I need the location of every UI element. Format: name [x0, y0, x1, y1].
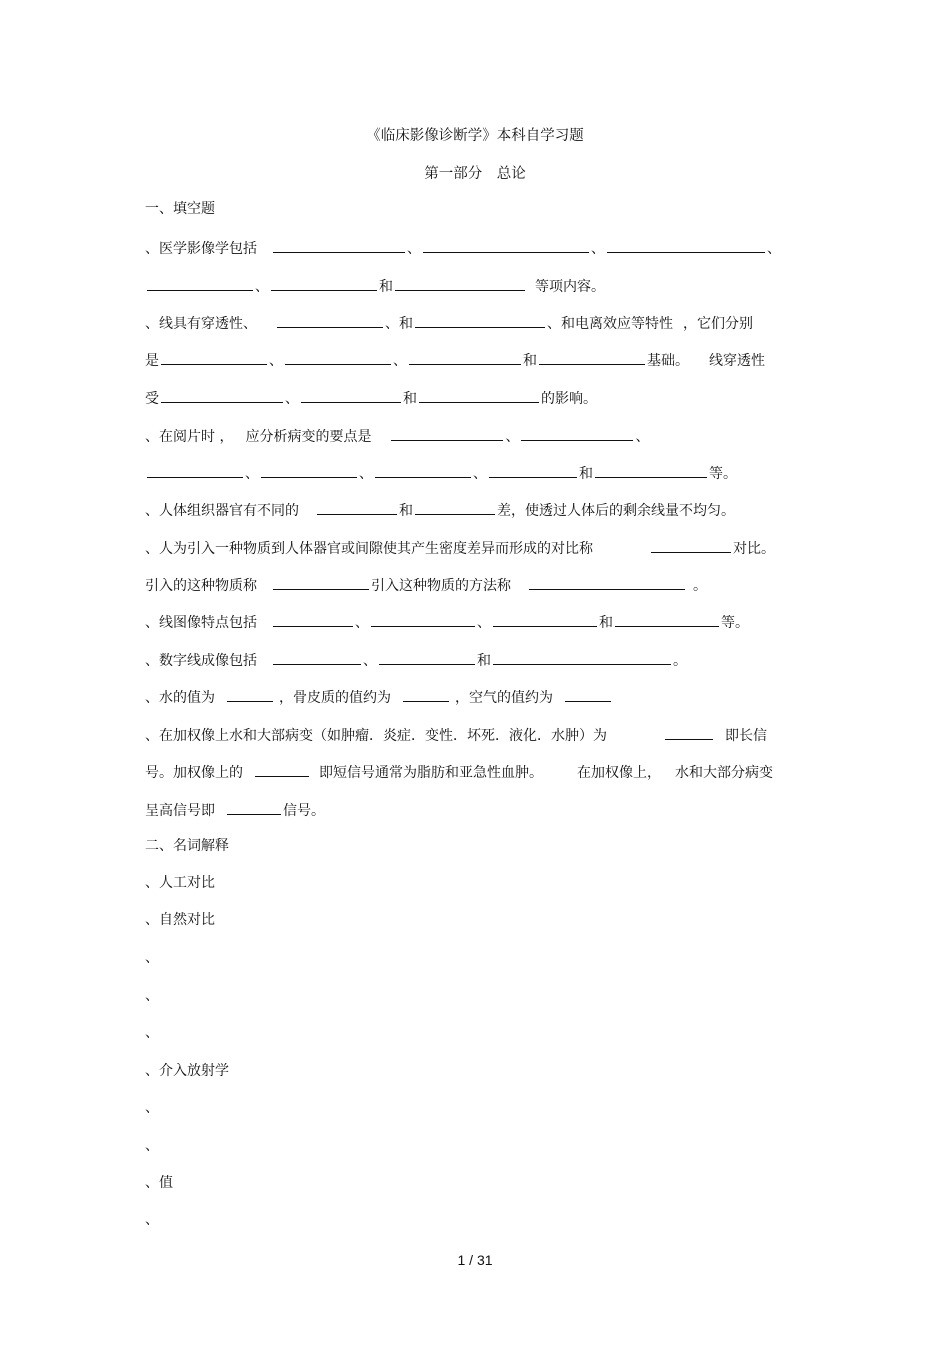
- question-9-line-2: 号。加权像上的 即短信号通常为脂肪和亚急性血肿。 在加权像上， 水和大部分病变: [145, 761, 773, 783]
- question-9-line-1: 、在加权像上水和大部病变（如肿瘤．炎症．变性．坏死．液化．水肿）为 即长信: [145, 724, 767, 746]
- term-item: 、: [145, 950, 159, 966]
- question-5-line-1: 、人为引入一种物质到人体器官或间隙使其产生密度差异而形成的对比称 对比。: [145, 537, 775, 559]
- answer-blank[interactable]: [379, 649, 475, 665]
- answer-blank[interactable]: [493, 649, 671, 665]
- term-item: 、人工对比: [145, 875, 215, 891]
- answer-blank[interactable]: [409, 349, 521, 365]
- answer-blank[interactable]: [375, 462, 471, 478]
- answer-blank[interactable]: [317, 499, 397, 515]
- answer-blank[interactable]: [529, 574, 685, 590]
- answer-blank[interactable]: [227, 799, 281, 815]
- term-item: 、: [145, 1138, 159, 1154]
- answer-blank[interactable]: [271, 275, 377, 291]
- question-5-line-2: 引入的这种物质称 引入这种物质的方法称 。: [145, 574, 707, 596]
- answer-blank[interactable]: [161, 387, 283, 403]
- answer-blank[interactable]: [261, 462, 357, 478]
- question-2-line-3: 受 、 和 的影响。: [145, 387, 597, 409]
- answer-blank[interactable]: [595, 462, 707, 478]
- answer-blank[interactable]: [521, 425, 633, 441]
- question-7: 、数字线成像包括 、 和 。: [145, 649, 687, 671]
- answer-blank[interactable]: [415, 499, 495, 515]
- term-item: 、介入放射学: [145, 1063, 229, 1079]
- term-item: 、: [145, 1100, 159, 1116]
- part-title: 第一部分 总论: [424, 166, 526, 182]
- section-heading-terms: 二、名词解释: [145, 838, 229, 854]
- answer-blank[interactable]: [615, 611, 719, 627]
- answer-blank[interactable]: [565, 686, 611, 702]
- answer-blank[interactable]: [493, 611, 597, 627]
- section-heading-fill-in: 一、填空题: [145, 201, 215, 217]
- answer-blank[interactable]: [651, 537, 731, 553]
- question-2-line-1: 、线具有穿透性、 、和 、和电离效应等特性 ，它们分别: [145, 312, 753, 334]
- question-6: 、线图像特点包括 、 、 和 等。: [145, 611, 749, 633]
- term-item: 、自然对比: [145, 912, 215, 928]
- term-item: 、: [145, 1212, 159, 1228]
- answer-blank[interactable]: [301, 387, 401, 403]
- question-9-line-3: 呈高信号即 信号。: [145, 799, 325, 821]
- answer-blank[interactable]: [273, 574, 369, 590]
- answer-blank[interactable]: [415, 312, 545, 328]
- answer-blank[interactable]: [371, 611, 475, 627]
- term-item: 、值: [145, 1175, 173, 1191]
- question-2-line-2: 是 、 、 和 基础。 线穿透性: [145, 349, 765, 371]
- answer-blank[interactable]: [273, 611, 353, 627]
- answer-blank[interactable]: [273, 649, 361, 665]
- question-1-line-2: 、 和 等项内容。: [145, 275, 605, 297]
- answer-blank[interactable]: [423, 237, 589, 253]
- question-3-line-1: 、在阅片时 ， 应分析病变的要点是 、 、: [145, 425, 649, 447]
- question-3-line-2: 、 、 、 和 等。: [145, 462, 737, 484]
- answer-blank[interactable]: [273, 237, 405, 253]
- question-4: 、人体组织器官有不同的 和 差，使透过人体后的剩余线量不均匀。: [145, 499, 735, 521]
- answer-blank[interactable]: [277, 312, 383, 328]
- answer-blank[interactable]: [665, 724, 713, 740]
- answer-blank[interactable]: [255, 761, 309, 777]
- page-number: 1 / 31: [457, 1252, 493, 1268]
- answer-blank[interactable]: [161, 349, 267, 365]
- answer-blank[interactable]: [489, 462, 577, 478]
- answer-blank[interactable]: [419, 387, 539, 403]
- question-1-line-1: 、医学影像学包括 、 、 、: [145, 237, 781, 259]
- answer-blank[interactable]: [147, 275, 253, 291]
- answer-blank[interactable]: [607, 237, 765, 253]
- term-item: 、: [145, 988, 159, 1004]
- answer-blank[interactable]: [391, 425, 503, 441]
- answer-blank[interactable]: [395, 275, 525, 291]
- term-item: 、: [145, 1025, 159, 1041]
- question-8: 、水的值为 ，骨皮质的值约为 ，空气的值约为: [145, 686, 613, 708]
- answer-blank[interactable]: [227, 686, 273, 702]
- answer-blank[interactable]: [147, 462, 243, 478]
- answer-blank[interactable]: [285, 349, 391, 365]
- document-title: 《临床影像诊断学》本科自学习题: [366, 128, 584, 144]
- answer-blank[interactable]: [403, 686, 449, 702]
- answer-blank[interactable]: [539, 349, 645, 365]
